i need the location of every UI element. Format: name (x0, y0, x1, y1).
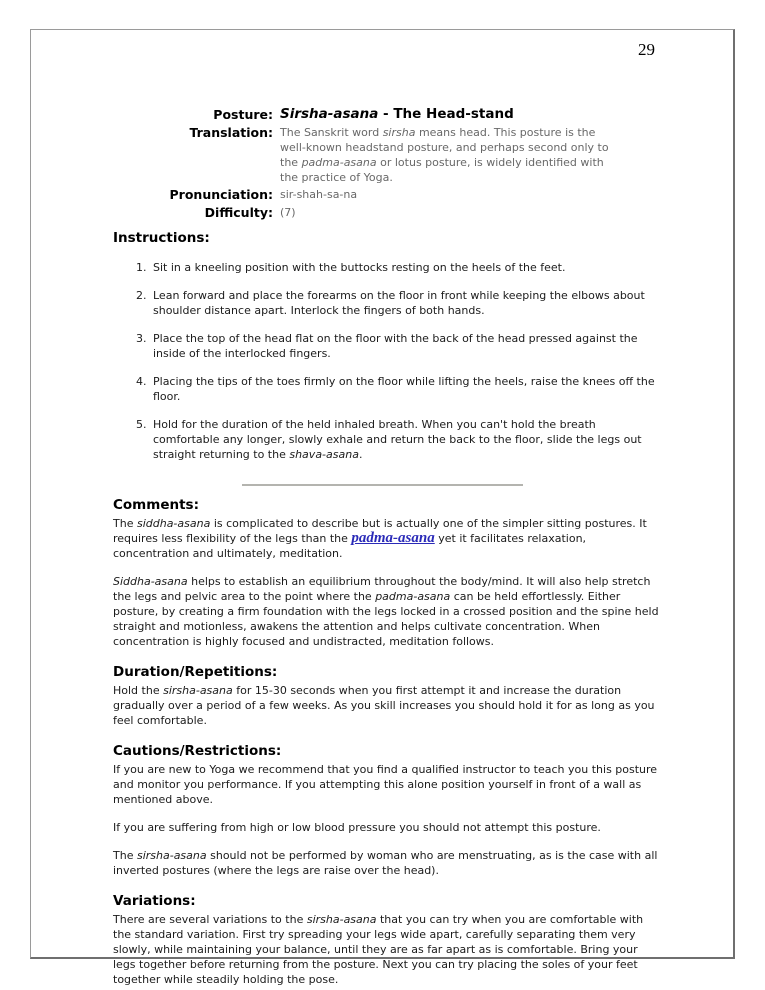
instruction-number: 5. (136, 418, 147, 431)
pronunciation-value: sir-shah-sa-na (280, 188, 358, 201)
instruction-number: 3. (136, 332, 147, 345)
cautions-paragraph: If you are suffering from high or low blood pressure you should not attempt this posture. (113, 821, 601, 834)
cautions-heading: Cautions/Restrictions: (113, 743, 282, 759)
posture-label: Posture: (213, 107, 273, 122)
instruction-item (113, 260, 659, 275)
comments-heading: Comments: (113, 497, 199, 513)
page-number: 29 (638, 40, 655, 59)
duration-heading: Duration/Repetitions: (113, 664, 278, 680)
instruction-number: 2. (136, 289, 147, 302)
posture-value: Sirsha-asana - The Head-stand (280, 106, 514, 122)
translation-value: The Sanskrit word sirsha means head. This posture is the well-known headstand posture, and perhaps second only to the padma-asana or lotus posture, is widely identified with the practice of Yoga. (280, 126, 609, 184)
instruction-item (113, 417, 659, 462)
instructions-heading: Instructions: (113, 230, 210, 246)
instruction-text: Place the top of the head flat on the floor with the back of the head pressed against the inside of the interlocked fingers. (153, 332, 638, 360)
variations-paragraph: There are several variations to the sirsha-asana that you can try when you are comfortable with the standard variation. First try spreading your legs wide apart, carefully separating them very slowly, while maintaining your balance, until they are as far apart as is comfortable. Bring your legs together before returning from the posture. Next you can try placing the soles of your feet together while steadily holding the pose. (113, 913, 644, 986)
instruction-number: 1. (136, 261, 147, 274)
translation-label: Translation: (189, 125, 273, 140)
comments-paragraph: Siddha-asana helps to establish an equilibrium throughout the body/mind. It will also help stretch the legs and pelvic area to the point where the padma-asana can be held effortlessly. Either posture, by creating a firm foundation with the legs locked in a crossed position and the spine held straight and motionless, awakens the attention and helps cultivate concentration. When concentration is highly focused and undistracted, meditation follows. (113, 575, 659, 648)
difficulty-value: (7) (280, 206, 296, 219)
comments-paragraph: The siddha-asana is complicated to describe but is actually one of the simpler sitting postures. It requires less flexibility of the legs than the padma-asana yet it facilitates relaxation, concentration and ultimately, meditation. (113, 517, 647, 560)
pronunciation-label: Pronunciation: (169, 187, 273, 202)
section-divider (242, 484, 523, 486)
instruction-text: Lean forward and place the forearms on the floor in front while keeping the elbows about shoulder distance apart. Interlock the fingers of both hands. (153, 289, 645, 317)
cautions-paragraph: If you are new to Yoga we recommend that you find a qualified instructor to teach you this posture and monitor you performance. If you attempting this alone position yourself in front of a wall as mentioned above. (113, 763, 658, 806)
posture-header (113, 107, 659, 221)
instruction-text: Sit in a kneeling position with the buttocks resting on the heels of the feet. (153, 261, 566, 274)
cautions-paragraph: The sirsha-asana should not be performed by woman who are menstruating, as is the case with all inverted postures (where the legs are raise over the head). (113, 849, 658, 877)
instruction-number: 4. (136, 375, 147, 388)
instruction-item (113, 288, 659, 318)
variations-heading: Variations: (113, 893, 196, 909)
duration-paragraph: Hold the sirsha-asana for 15-30 seconds when you first attempt it and increase the duration gradually over a period of a few weeks. As you skill increases you should hold it for as long as you feel comfortable. (113, 684, 655, 727)
instruction-item (113, 374, 659, 404)
difficulty-label: Difficulty: (204, 205, 273, 220)
instruction-text: Placing the tips of the toes firmly on the floor while lifting the heels, raise the knees off the floor. (153, 375, 655, 403)
padma-asana-link[interactable]: padma-asana (351, 530, 435, 546)
page-content (113, 107, 659, 987)
instruction-item (113, 331, 659, 361)
document-page (30, 29, 735, 986)
instructions-list (113, 260, 659, 462)
instruction-text: Hold for the duration of the held inhaled breath. When you can't hold the breath comfortable any longer, slowly exhale and return the back to the floor, slide the legs out straight returning to the shava-asana. (153, 418, 642, 461)
